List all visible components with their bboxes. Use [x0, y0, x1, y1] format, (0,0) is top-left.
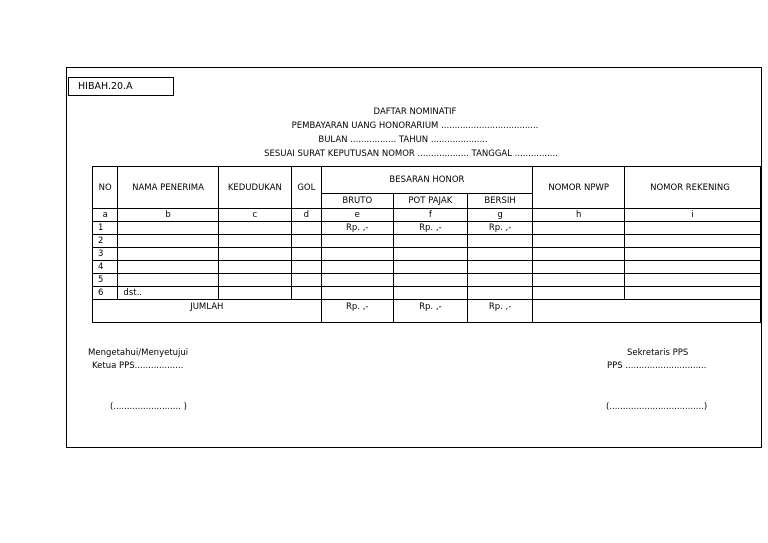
row-bruto — [321, 235, 393, 248]
row-npwp — [533, 274, 625, 287]
row-gol — [292, 287, 322, 300]
title-line-3: BULAN ................. TAHUN ..................... — [318, 135, 488, 145]
row-kedudukan — [218, 235, 291, 248]
row-bruto — [321, 261, 393, 274]
row-npwp — [533, 287, 625, 300]
row-rekening — [625, 261, 761, 274]
row-npwp — [533, 248, 625, 261]
row-pot-pajak — [393, 274, 467, 287]
row-bersih — [467, 274, 532, 287]
total-blank — [533, 300, 761, 323]
total-label: JUMLAH — [93, 300, 322, 323]
header-nomor-rekening: NOMOR REKENING — [625, 167, 761, 209]
row-bruto — [321, 274, 393, 287]
row-bersih — [467, 261, 532, 274]
row-no: 1 — [93, 222, 118, 235]
title-line-1: DAFTAR NOMINATIF — [373, 107, 457, 117]
header-nomor-npwp: NOMOR NPWP — [533, 167, 625, 209]
row-kedudukan — [218, 274, 291, 287]
row-kedudukan — [218, 222, 291, 235]
row-pot-pajak: Rp. ,- — [393, 222, 467, 235]
pps-label: PPS .............................. — [607, 361, 707, 371]
row-pot-pajak — [393, 287, 467, 300]
row-kedudukan — [218, 261, 291, 274]
row-rekening — [625, 274, 761, 287]
total-row — [93, 300, 761, 323]
sekretaris-signature-blank: (...................................) — [606, 402, 708, 412]
header-kedudukan: KEDUDUKAN — [218, 167, 291, 209]
document-frame — [66, 67, 762, 448]
header-pot-pajak: POT PAJAK — [393, 194, 467, 209]
ketua-pps-label: Ketua PPS.................. — [92, 361, 184, 371]
row-gol — [292, 222, 322, 235]
row-pot-pajak — [393, 261, 467, 274]
row-gol — [292, 235, 322, 248]
table-row — [93, 222, 761, 235]
row-nama: dst.. — [118, 287, 218, 300]
row-bruto: Rp. ,- — [321, 222, 393, 235]
letter-h: h — [533, 209, 625, 222]
row-gol — [292, 261, 322, 274]
letter-e: e — [321, 209, 393, 222]
row-kedudukan — [218, 287, 291, 300]
title-line-2: PEMBAYARAN UANG HONORARIUM .................................... — [291, 121, 539, 131]
row-npwp — [533, 235, 625, 248]
row-no: 6 — [93, 287, 118, 300]
row-bersih: Rp. ,- — [467, 222, 532, 235]
row-npwp — [533, 261, 625, 274]
column-letter-row — [93, 209, 761, 222]
letter-d: d — [292, 209, 322, 222]
title-line-4: SESUAI SURAT KEPUTUSAN NOMOR ................... TANGGAL ................ — [264, 149, 558, 159]
letter-b: b — [118, 209, 218, 222]
total-bersih: Rp. ,- — [467, 300, 532, 323]
header-bruto: BRUTO — [321, 194, 393, 209]
total-bruto: Rp. ,- — [321, 300, 393, 323]
table-row — [93, 274, 761, 287]
row-bersih — [467, 248, 532, 261]
document-code: HIBAH.20.A — [68, 77, 174, 96]
row-nama — [118, 274, 218, 287]
letter-f: f — [393, 209, 467, 222]
row-no: 3 — [93, 248, 118, 261]
row-no: 2 — [93, 235, 118, 248]
row-gol — [292, 274, 322, 287]
row-rekening — [625, 248, 761, 261]
row-no: 4 — [93, 261, 118, 274]
row-gol — [292, 248, 322, 261]
header-besaran-honor: BESARAN HONOR — [321, 167, 533, 194]
table-row — [93, 235, 761, 248]
header-gol: GOL — [292, 167, 322, 209]
total-pot-pajak: Rp. ,- — [393, 300, 467, 323]
header-no: NO — [93, 167, 118, 209]
row-no: 5 — [93, 274, 118, 287]
approval-label: Mengetahui/Menyetujui — [88, 348, 189, 358]
table-row — [93, 287, 761, 300]
row-rekening — [625, 235, 761, 248]
row-bruto — [321, 287, 393, 300]
letter-g: g — [467, 209, 532, 222]
row-nama — [118, 235, 218, 248]
row-nama — [118, 261, 218, 274]
row-npwp — [533, 222, 625, 235]
letter-c: c — [218, 209, 291, 222]
row-bersih — [467, 287, 532, 300]
row-kedudukan — [218, 248, 291, 261]
row-bersih — [467, 235, 532, 248]
row-bruto — [321, 248, 393, 261]
table-row — [93, 248, 761, 261]
row-nama — [118, 248, 218, 261]
row-pot-pajak — [393, 248, 467, 261]
row-rekening — [625, 222, 761, 235]
nominative-table — [92, 166, 761, 323]
letter-a: a — [93, 209, 118, 222]
row-rekening — [625, 287, 761, 300]
table-row — [93, 261, 761, 274]
header-bersih: BERSIH — [467, 194, 532, 209]
row-nama — [118, 222, 218, 235]
header-nama-penerima: NAMA PENERIMA — [118, 167, 218, 209]
ketua-signature-blank: (......................... ) — [110, 402, 187, 412]
sekretaris-label: Sekretaris PPS — [627, 348, 689, 358]
row-pot-pajak — [393, 235, 467, 248]
letter-i: i — [625, 209, 761, 222]
